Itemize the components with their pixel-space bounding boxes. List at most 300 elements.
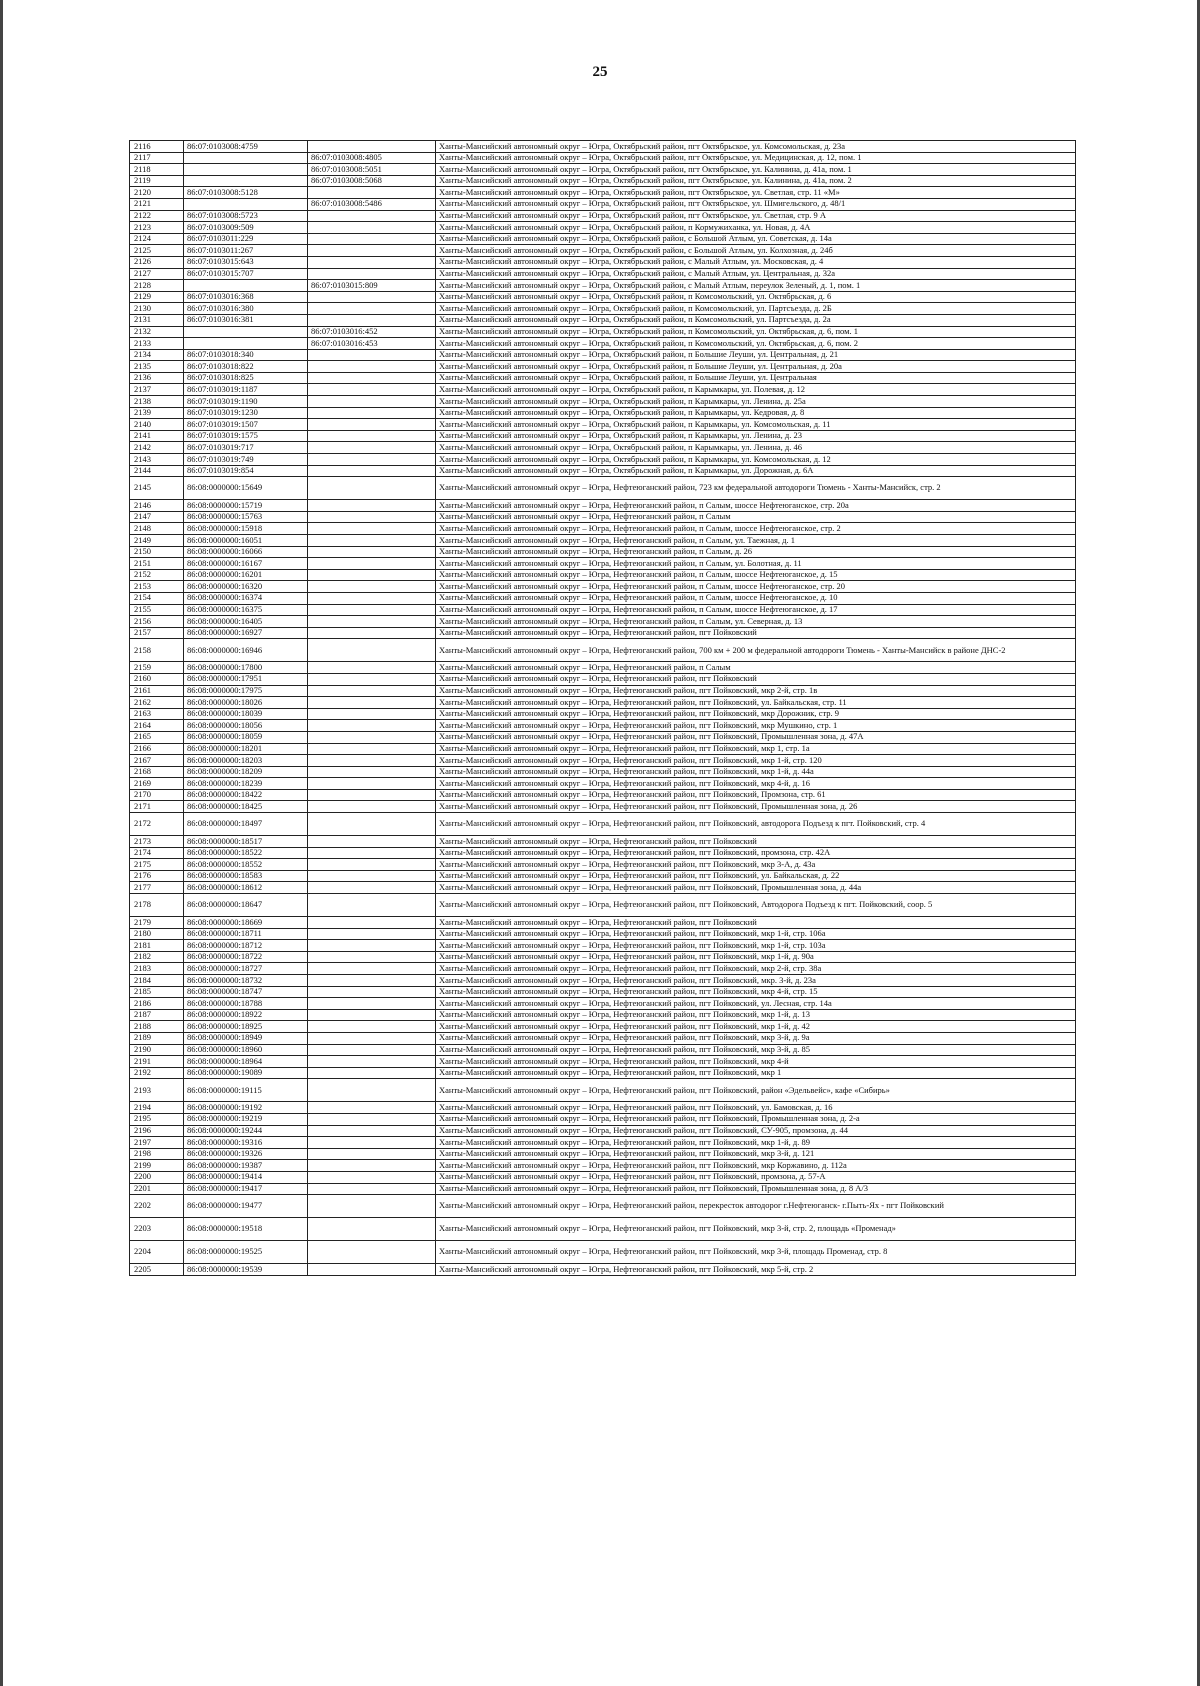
table-row	[130, 442, 1076, 454]
building-cadastral-number	[308, 1056, 436, 1068]
land-cadastral-number: 86:08:0000000:18201	[184, 743, 308, 755]
building-cadastral-number	[308, 836, 436, 848]
land-cadastral-number: 86:08:0000000:18788	[184, 998, 308, 1010]
land-cadastral-number: 86:08:0000000:16201	[184, 569, 308, 581]
land-cadastral-number: 86:07:0103011:267	[184, 245, 308, 257]
land-cadastral-number: 86:08:0000000:19192	[184, 1102, 308, 1114]
building-cadastral-number	[308, 477, 436, 500]
table-row	[130, 1148, 1076, 1160]
building-cadastral-number	[308, 1113, 436, 1125]
address-cell: Ханты-Мансийский автономный округ – Югра, Октябрьский район, с Большой Атлым, ул. Советская, д. 14а	[436, 233, 1076, 245]
land-cadastral-number: 86:08:0000000:18964	[184, 1056, 308, 1068]
table-row	[130, 708, 1076, 720]
building-cadastral-number	[308, 859, 436, 871]
address-cell: Ханты-Мансийский автономный округ – Югра, Октябрьский район, пгт Октябрьское, ул. Медицинская, д. 12, пом. 1	[436, 152, 1076, 164]
address-cell: Ханты-Мансийский автономный округ – Югра, Октябрьский район, пгт Октябрьское, ул. Калинина, д. 41а, пом. 2	[436, 175, 1076, 187]
row-number: 2150	[130, 546, 184, 558]
land-cadastral-number: 86:07:0103019:749	[184, 454, 308, 466]
address-cell: Ханты-Мансийский автономный округ – Югра, Нефтеюганский район, пгт Пойковский, автодорога Подъезд к пгт. Пойковский, стр. 4	[436, 813, 1076, 836]
building-cadastral-number	[308, 592, 436, 604]
row-number: 2161	[130, 685, 184, 697]
row-number: 2167	[130, 755, 184, 767]
address-cell: Ханты-Мансийский автономный округ – Югра, Нефтеюганский район, пгт Пойковский, мкр 4-й	[436, 1056, 1076, 1068]
building-cadastral-number	[308, 407, 436, 419]
land-cadastral-number: 86:08:0000000:18026	[184, 697, 308, 709]
land-cadastral-number: 86:08:0000000:18712	[184, 940, 308, 952]
land-cadastral-number: 86:08:0000000:19115	[184, 1079, 308, 1102]
row-number: 2195	[130, 1113, 184, 1125]
land-cadastral-number: 86:08:0000000:19316	[184, 1137, 308, 1149]
building-cadastral-number	[308, 766, 436, 778]
address-cell: Ханты-Мансийский автономный округ – Югра, Нефтеюганский район, пгт Пойковский, мкр 1	[436, 1067, 1076, 1079]
land-cadastral-number: 86:08:0000000:15918	[184, 523, 308, 535]
row-number: 2199	[130, 1160, 184, 1172]
table-row	[130, 847, 1076, 859]
land-cadastral-number: 86:07:0103019:1187	[184, 384, 308, 396]
address-cell: Ханты-Мансийский автономный округ – Югра, Нефтеюганский район, пгт Пойковский, Промышленная зона, д. 2-а	[436, 1113, 1076, 1125]
row-number: 2156	[130, 616, 184, 628]
table-row	[130, 268, 1076, 280]
row-number: 2196	[130, 1125, 184, 1137]
land-cadastral-number: 86:08:0000000:19477	[184, 1195, 308, 1218]
table-row	[130, 766, 1076, 778]
land-cadastral-number	[184, 280, 308, 292]
land-cadastral-number: 86:08:0000000:15649	[184, 477, 308, 500]
row-number: 2144	[130, 465, 184, 477]
table-row	[130, 1021, 1076, 1033]
building-cadastral-number	[308, 430, 436, 442]
table-row	[130, 523, 1076, 535]
row-number: 2187	[130, 1009, 184, 1021]
building-cadastral-number	[308, 1032, 436, 1044]
table-row	[130, 477, 1076, 500]
land-cadastral-number: 86:08:0000000:18059	[184, 731, 308, 743]
table-row	[130, 882, 1076, 894]
land-cadastral-number: 86:08:0000000:16405	[184, 616, 308, 628]
address-cell: Ханты-Мансийский автономный округ – Югра, Нефтеюганский район, пгт Пойковский, ул. Бамовская, д. 16	[436, 1102, 1076, 1114]
land-cadastral-number: 86:08:0000000:18239	[184, 778, 308, 790]
address-cell: Ханты-Мансийский автономный округ – Югра, Октябрьский район, пгт Октябрьское, ул. Светлая, стр. 9 А	[436, 210, 1076, 222]
table-row	[130, 917, 1076, 929]
row-number: 2197	[130, 1137, 184, 1149]
table-row	[130, 743, 1076, 755]
table-row	[130, 975, 1076, 987]
table-row	[130, 951, 1076, 963]
address-cell: Ханты-Мансийский автономный округ – Югра, Нефтеюганский район, пгт Пойковский, мкр 3-й, д. 85	[436, 1044, 1076, 1056]
address-cell: Ханты-Мансийский автономный округ – Югра, Нефтеюганский район, пгт Пойковский	[436, 836, 1076, 848]
row-number: 2162	[130, 697, 184, 709]
row-number: 2182	[130, 951, 184, 963]
table-row	[130, 1102, 1076, 1114]
row-number: 2139	[130, 407, 184, 419]
table-row	[130, 465, 1076, 477]
building-cadastral-number	[308, 928, 436, 940]
building-cadastral-number	[308, 511, 436, 523]
land-cadastral-number: 86:08:0000000:18517	[184, 836, 308, 848]
building-cadastral-number	[308, 1102, 436, 1114]
row-number: 2152	[130, 569, 184, 581]
address-cell: Ханты-Мансийский автономный округ – Югра, Нефтеюганский район, пгт Пойковский, мкр 1-й, стр. 120	[436, 755, 1076, 767]
land-cadastral-number: 86:08:0000000:16375	[184, 604, 308, 616]
land-cadastral-number: 86:08:0000000:18203	[184, 755, 308, 767]
row-number: 2201	[130, 1183, 184, 1195]
row-number: 2131	[130, 314, 184, 326]
row-number: 2173	[130, 836, 184, 848]
building-cadastral-number	[308, 419, 436, 431]
address-cell: Ханты-Мансийский автономный округ – Югра, Нефтеюганский район, пгт Пойковский, мкр 1-й, д. 90а	[436, 951, 1076, 963]
address-cell: Ханты-Мансийский автономный округ – Югра, Нефтеюганский район, пгт Пойковский, промзона, д. 57-А	[436, 1171, 1076, 1183]
table-row	[130, 233, 1076, 245]
table-row	[130, 894, 1076, 917]
address-cell: Ханты-Мансийский автономный округ – Югра, Нефтеюганский район, пгт Пойковский	[436, 673, 1076, 685]
land-cadastral-number: 86:07:0103015:643	[184, 256, 308, 268]
table-row	[130, 1137, 1076, 1149]
address-cell: Ханты-Мансийский автономный округ – Югра, Нефтеюганский район, пгт Пойковский, мкр Коржавино, д. 112а	[436, 1160, 1076, 1172]
address-cell: Ханты-Мансийский автономный округ – Югра, Нефтеюганский район, пгт Пойковский, ул. Байкальская, д. 22	[436, 870, 1076, 882]
address-cell: Ханты-Мансийский автономный округ – Югра, Нефтеюганский район, пгт Пойковский, Промышленная зона, д. 8 А/3	[436, 1183, 1076, 1195]
table-row	[130, 755, 1076, 767]
building-cadastral-number	[308, 581, 436, 593]
table-row	[130, 1009, 1076, 1021]
table-row	[130, 546, 1076, 558]
row-number: 2136	[130, 372, 184, 384]
building-cadastral-number	[308, 685, 436, 697]
building-cadastral-number	[308, 291, 436, 303]
row-number: 2127	[130, 268, 184, 280]
row-number: 2170	[130, 789, 184, 801]
building-cadastral-number	[308, 940, 436, 952]
table-row	[130, 963, 1076, 975]
table-row	[130, 384, 1076, 396]
row-number: 2202	[130, 1195, 184, 1218]
address-cell: Ханты-Мансийский автономный округ – Югра, Октябрьский район, с Малый Атлым, ул. Московская, д. 4	[436, 256, 1076, 268]
land-cadastral-number: 86:08:0000000:18949	[184, 1032, 308, 1044]
land-cadastral-number	[184, 175, 308, 187]
building-cadastral-number: 86:07:0103016:452	[308, 326, 436, 338]
address-cell: Ханты-Мансийский автономный округ – Югра, Октябрьский район, пгт Октябрьское, ул. Комсомольская, д. 23а	[436, 141, 1076, 153]
table-row	[130, 1044, 1076, 1056]
address-cell: Ханты-Мансийский автономный округ – Югра, Нефтеюганский район, п Салым, шоссе Нефтеюганское, стр. 20а	[436, 500, 1076, 512]
row-number: 2171	[130, 801, 184, 813]
row-number: 2125	[130, 245, 184, 257]
table-row	[130, 662, 1076, 674]
address-cell: Ханты-Мансийский автономный округ – Югра, Нефтеюганский район, пгт Пойковский, Промышленная зона, д. 47А	[436, 731, 1076, 743]
land-cadastral-number: 86:07:0103008:4759	[184, 141, 308, 153]
table-row	[130, 535, 1076, 547]
row-number: 2146	[130, 500, 184, 512]
row-number: 2142	[130, 442, 184, 454]
building-cadastral-number	[308, 1148, 436, 1160]
table-row	[130, 836, 1076, 848]
table-row	[130, 245, 1076, 257]
land-cadastral-number: 86:08:0000000:19518	[184, 1218, 308, 1241]
table-row	[130, 616, 1076, 628]
building-cadastral-number	[308, 546, 436, 558]
address-cell: Ханты-Мансийский автономный округ – Югра, Нефтеюганский район, пгт Пойковский, мкр 1-й, д. 44а	[436, 766, 1076, 778]
building-cadastral-number	[308, 372, 436, 384]
building-cadastral-number	[308, 662, 436, 674]
building-cadastral-number	[308, 1009, 436, 1021]
building-cadastral-number	[308, 384, 436, 396]
land-cadastral-number: 86:08:0000000:19089	[184, 1067, 308, 1079]
table-row	[130, 152, 1076, 164]
building-cadastral-number	[308, 1125, 436, 1137]
address-cell: Ханты-Мансийский автономный округ – Югра, Нефтеюганский район, пгт Пойковский, мкр. 3-й, д. 23а	[436, 975, 1076, 987]
address-cell: Ханты-Мансийский автономный округ – Югра, Нефтеюганский район, п Салым, ул. Северная, д. 13	[436, 616, 1076, 628]
land-cadastral-number: 86:07:0103015:707	[184, 268, 308, 280]
land-cadastral-number: 86:08:0000000:19326	[184, 1148, 308, 1160]
row-number: 2169	[130, 778, 184, 790]
table-row	[130, 928, 1076, 940]
row-number: 2204	[130, 1241, 184, 1264]
row-number: 2159	[130, 662, 184, 674]
address-cell: Ханты-Мансийский автономный округ – Югра, Нефтеюганский район, пгт Пойковский	[436, 627, 1076, 639]
row-number: 2149	[130, 535, 184, 547]
row-number: 2166	[130, 743, 184, 755]
address-cell: Ханты-Мансийский автономный округ – Югра, Нефтеюганский район, пгт Пойковский, мкр 5-й, стр. 2	[436, 1264, 1076, 1276]
land-cadastral-number	[184, 338, 308, 350]
land-cadastral-number: 86:08:0000000:19387	[184, 1160, 308, 1172]
row-number: 2194	[130, 1102, 184, 1114]
land-cadastral-number: 86:08:0000000:19219	[184, 1113, 308, 1125]
building-cadastral-number	[308, 1195, 436, 1218]
building-cadastral-number	[308, 986, 436, 998]
address-cell: Ханты-Мансийский автономный округ – Югра, Нефтеюганский район, пгт Пойковский, мкр 1-й, д. 89	[436, 1137, 1076, 1149]
building-cadastral-number	[308, 454, 436, 466]
building-cadastral-number	[308, 801, 436, 813]
address-cell: Ханты-Мансийский автономный округ – Югра, Нефтеюганский район, п Салым, шоссе Нефтеюганское, д. 17	[436, 604, 1076, 616]
land-cadastral-number: 86:08:0000000:16927	[184, 627, 308, 639]
table-row	[130, 303, 1076, 315]
land-cadastral-number: 86:07:0103019:854	[184, 465, 308, 477]
row-number: 2176	[130, 870, 184, 882]
table-row	[130, 1218, 1076, 1241]
row-number: 2186	[130, 998, 184, 1010]
land-cadastral-number: 86:08:0000000:19417	[184, 1183, 308, 1195]
table-row	[130, 1183, 1076, 1195]
table-row	[130, 859, 1076, 871]
table-row	[130, 1171, 1076, 1183]
land-cadastral-number: 86:08:0000000:15719	[184, 500, 308, 512]
address-cell: Ханты-Мансийский автономный округ – Югра, Октябрьский район, п Карымкары, ул. Комсомольская, д. 12	[436, 454, 1076, 466]
land-cadastral-number: 86:08:0000000:15763	[184, 511, 308, 523]
table-row	[130, 187, 1076, 199]
address-cell: Ханты-Мансийский автономный округ – Югра, Октябрьский район, п Карымкары, ул. Полевая, д. 12	[436, 384, 1076, 396]
row-number: 2119	[130, 175, 184, 187]
table-row	[130, 280, 1076, 292]
address-cell: Ханты-Мансийский автономный округ – Югра, Нефтеюганский район, пгт Пойковский, ул. Лесная, стр. 14а	[436, 998, 1076, 1010]
address-cell: Ханты-Мансийский автономный округ – Югра, Нефтеюганский район, 723 км федеральной автодороги Тюмень - Ханты-Мансийск, стр. 2	[436, 477, 1076, 500]
table-row	[130, 1160, 1076, 1172]
building-cadastral-number	[308, 558, 436, 570]
table-row	[130, 731, 1076, 743]
land-cadastral-number: 86:08:0000000:18922	[184, 1009, 308, 1021]
address-cell: Ханты-Мансийский автономный округ – Югра, Октябрьский район, пгт Октябрьское, ул. Светлая, стр. 11 «М»	[436, 187, 1076, 199]
table-row	[130, 720, 1076, 732]
land-cadastral-number: 86:08:0000000:18647	[184, 894, 308, 917]
land-cadastral-number: 86:08:0000000:19525	[184, 1241, 308, 1264]
building-cadastral-number	[308, 268, 436, 280]
row-number: 2157	[130, 627, 184, 639]
row-number: 2203	[130, 1218, 184, 1241]
table-row	[130, 986, 1076, 998]
address-cell: Ханты-Мансийский автономный округ – Югра, Нефтеюганский район, пгт Пойковский, мкр 2-й, стр. 38а	[436, 963, 1076, 975]
row-number: 2181	[130, 940, 184, 952]
table-row	[130, 1079, 1076, 1102]
table-row	[130, 291, 1076, 303]
row-number: 2137	[130, 384, 184, 396]
address-cell: Ханты-Мансийский автономный округ – Югра, Нефтеюганский район, пгт Пойковский, мкр 1-й, стр. 103а	[436, 940, 1076, 952]
building-cadastral-number	[308, 187, 436, 199]
land-cadastral-number: 86:08:0000000:16320	[184, 581, 308, 593]
address-cell: Ханты-Мансийский автономный округ – Югра, Нефтеюганский район, пгт Пойковский, мкр 4-й, стр. 15	[436, 986, 1076, 998]
address-cell: Ханты-Мансийский автономный округ – Югра, Октябрьский район, п Большие Леуши, ул. Центральная, д. 20а	[436, 361, 1076, 373]
land-cadastral-number: 86:08:0000000:16066	[184, 546, 308, 558]
row-number: 2178	[130, 894, 184, 917]
row-number: 2141	[130, 430, 184, 442]
row-number: 2117	[130, 152, 184, 164]
table-row	[130, 801, 1076, 813]
table-row	[130, 627, 1076, 639]
land-cadastral-number: 86:07:0103019:1507	[184, 419, 308, 431]
land-cadastral-number: 86:08:0000000:18925	[184, 1021, 308, 1033]
building-cadastral-number	[308, 639, 436, 662]
building-cadastral-number	[308, 396, 436, 408]
building-cadastral-number	[308, 256, 436, 268]
land-cadastral-number: 86:08:0000000:18960	[184, 1044, 308, 1056]
row-number: 2184	[130, 975, 184, 987]
building-cadastral-number	[308, 222, 436, 234]
table-row	[130, 685, 1076, 697]
table-row	[130, 1067, 1076, 1079]
address-cell: Ханты-Мансийский автономный округ – Югра, Октябрьский район, п Кормужиханка, ул. Новая, д. 4А	[436, 222, 1076, 234]
building-cadastral-number	[308, 500, 436, 512]
row-number: 2121	[130, 198, 184, 210]
row-number: 2118	[130, 164, 184, 176]
land-cadastral-number: 86:08:0000000:18522	[184, 847, 308, 859]
land-cadastral-number: 86:08:0000000:18669	[184, 917, 308, 929]
row-number: 2188	[130, 1021, 184, 1033]
row-number: 2133	[130, 338, 184, 350]
address-cell: Ханты-Мансийский автономный округ – Югра, Нефтеюганский район, пгт Пойковский, Автодорога Подъезд к пгт. Пойковский, соор. 5	[436, 894, 1076, 917]
address-cell: Ханты-Мансийский автономный округ – Югра, Октябрьский район, п Карымкары, ул. Ленина, д. 23	[436, 430, 1076, 442]
address-cell: Ханты-Мансийский автономный округ – Югра, Нефтеюганский район, пгт Пойковский, район «Эдельвейс», кафе «Сибирь»	[436, 1079, 1076, 1102]
row-number: 2123	[130, 222, 184, 234]
address-cell: Ханты-Мансийский автономный округ – Югра, Октябрьский район, с Большой Атлым, ул. Колхозная, д. 24б	[436, 245, 1076, 257]
building-cadastral-number	[308, 778, 436, 790]
building-cadastral-number	[308, 141, 436, 153]
table-row	[130, 222, 1076, 234]
building-cadastral-number: 86:07:0103008:4805	[308, 152, 436, 164]
building-cadastral-number	[308, 882, 436, 894]
building-cadastral-number	[308, 1183, 436, 1195]
building-cadastral-number	[308, 673, 436, 685]
row-number: 2126	[130, 256, 184, 268]
address-cell: Ханты-Мансийский автономный округ – Югра, Нефтеюганский район, п Салым	[436, 662, 1076, 674]
address-cell: Ханты-Мансийский автономный округ – Югра, Октябрьский район, п Комсомольский, ул. Октябрьская, д. 6, пом. 2	[436, 338, 1076, 350]
land-cadastral-number: 86:07:0103019:1190	[184, 396, 308, 408]
address-cell: Ханты-Мансийский автономный округ – Югра, Октябрьский район, п Карымкары, ул. Комсомольская, д. 11	[436, 419, 1076, 431]
land-cadastral-number	[184, 152, 308, 164]
row-number: 2151	[130, 558, 184, 570]
land-cadastral-number: 86:07:0103008:5128	[184, 187, 308, 199]
address-cell: Ханты-Мансийский автономный округ – Югра, Нефтеюганский район, пгт Пойковский	[436, 917, 1076, 929]
row-number: 2192	[130, 1067, 184, 1079]
row-number: 2143	[130, 454, 184, 466]
land-cadastral-number	[184, 326, 308, 338]
land-cadastral-number: 86:07:0103019:1230	[184, 407, 308, 419]
row-number: 2165	[130, 731, 184, 743]
land-cadastral-number: 86:07:0103019:1575	[184, 430, 308, 442]
table-row	[130, 1241, 1076, 1264]
land-cadastral-number: 86:08:0000000:17951	[184, 673, 308, 685]
land-cadastral-number: 86:08:0000000:18056	[184, 720, 308, 732]
address-cell: Ханты-Мансийский автономный округ – Югра, Октябрьский район, пгт Октябрьское, ул. Калинина, д. 41а, пом. 1	[436, 164, 1076, 176]
address-cell: Ханты-Мансийский автономный округ – Югра, Нефтеюганский район, пгт Пойковский, мкр 3-й, стр. 2, площадь «Променад»	[436, 1218, 1076, 1241]
building-cadastral-number	[308, 789, 436, 801]
address-cell: Ханты-Мансийский автономный округ – Югра, Октябрьский район, п Комсомольский, ул. Октябрьская, д. 6	[436, 291, 1076, 303]
land-cadastral-number: 86:07:0103018:825	[184, 372, 308, 384]
row-number: 2191	[130, 1056, 184, 1068]
table-row	[130, 998, 1076, 1010]
address-cell: Ханты-Мансийский автономный округ – Югра, Нефтеюганский район, п Салым, ул. Болотная, д. 11	[436, 558, 1076, 570]
row-number: 2134	[130, 349, 184, 361]
address-cell: Ханты-Мансийский автономный округ – Югра, Нефтеюганский район, пгт Пойковский, мкр 3-й, д. 9а	[436, 1032, 1076, 1044]
table-row	[130, 870, 1076, 882]
building-cadastral-number: 86:07:0103015:809	[308, 280, 436, 292]
address-cell: Ханты-Мансийский автономный округ – Югра, Нефтеюганский район, пгт Пойковский, мкр 2-й, стр. 1в	[436, 685, 1076, 697]
table-row	[130, 210, 1076, 222]
building-cadastral-number	[308, 303, 436, 315]
address-cell: Ханты-Мансийский автономный округ – Югра, Октябрьский район, п Карымкары, ул. Кедровая, д. 8	[436, 407, 1076, 419]
row-number: 2160	[130, 673, 184, 685]
address-cell: Ханты-Мансийский автономный округ – Югра, Октябрьский район, п Большие Леуши, ул. Центральная	[436, 372, 1076, 384]
building-cadastral-number	[308, 245, 436, 257]
land-cadastral-number: 86:08:0000000:16374	[184, 592, 308, 604]
address-cell: Ханты-Мансийский автономный округ – Югра, Нефтеюганский район, п Салым, шоссе Нефтеюганское, д. 15	[436, 569, 1076, 581]
building-cadastral-number	[308, 349, 436, 361]
land-cadastral-number: 86:08:0000000:18209	[184, 766, 308, 778]
land-cadastral-number: 86:08:0000000:19414	[184, 1171, 308, 1183]
row-number: 2135	[130, 361, 184, 373]
land-cadastral-number: 86:07:0103018:340	[184, 349, 308, 361]
building-cadastral-number	[308, 951, 436, 963]
row-number: 2183	[130, 963, 184, 975]
building-cadastral-number	[308, 870, 436, 882]
table-row	[130, 1056, 1076, 1068]
address-cell: Ханты-Мансийский автономный округ – Югра, Нефтеюганский район, пгт Пойковский, мкр 1, стр. 1а	[436, 743, 1076, 755]
row-number: 2177	[130, 882, 184, 894]
building-cadastral-number	[308, 755, 436, 767]
address-cell: Ханты-Мансийский автономный округ – Югра, Нефтеюганский район, пгт Пойковский, мкр 3-А, д. 43а	[436, 859, 1076, 871]
address-cell: Ханты-Мансийский автономный округ – Югра, Нефтеюганский район, пгт Пойковский, мкр 1-й, стр. 106а	[436, 928, 1076, 940]
address-cell: Ханты-Мансийский автономный округ – Югра, Октябрьский район, п Большие Леуши, ул. Центральная, д. 21	[436, 349, 1076, 361]
address-cell: Ханты-Мансийский автономный округ – Югра, Нефтеюганский район, п Салым, шоссе Нефтеюганское, стр. 2	[436, 523, 1076, 535]
land-cadastral-number: 86:08:0000000:16946	[184, 639, 308, 662]
address-cell: Ханты-Мансийский автономный округ – Югра, Октябрьский район, п Карымкары, ул. Ленина, д. 46	[436, 442, 1076, 454]
table-row	[130, 697, 1076, 709]
table-row	[130, 396, 1076, 408]
land-cadastral-number: 86:08:0000000:18583	[184, 870, 308, 882]
building-cadastral-number	[308, 210, 436, 222]
table-row	[130, 314, 1076, 326]
land-cadastral-number: 86:08:0000000:18039	[184, 708, 308, 720]
row-number: 2174	[130, 847, 184, 859]
address-cell: Ханты-Мансийский автономный округ – Югра, Нефтеюганский район, пгт Пойковский, мкр 3-й, д. 121	[436, 1148, 1076, 1160]
row-number: 2120	[130, 187, 184, 199]
address-cell: Ханты-Мансийский автономный округ – Югра, Нефтеюганский район, пгт Пойковский, промзона, стр. 42А	[436, 847, 1076, 859]
building-cadastral-number	[308, 917, 436, 929]
